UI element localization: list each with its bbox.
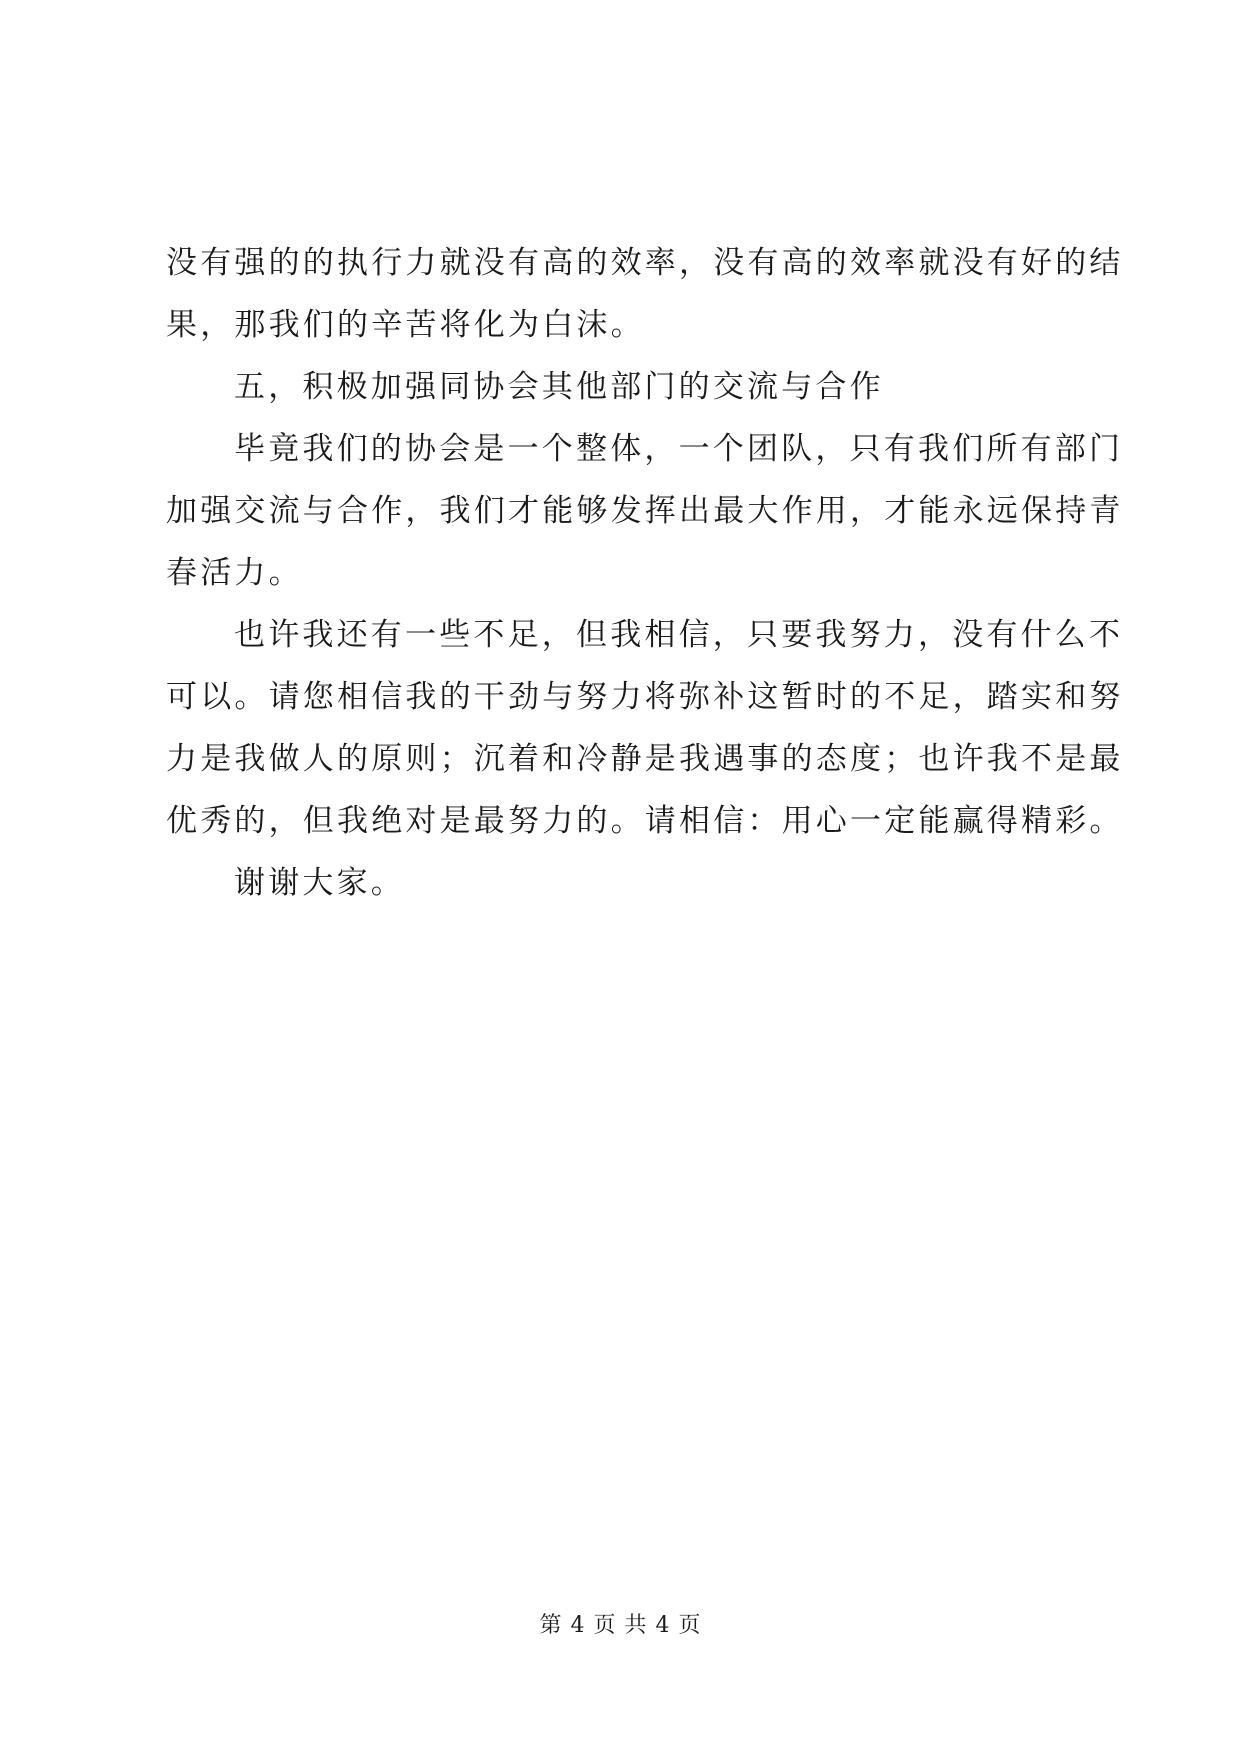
text-line: 春活力。 — [166, 555, 303, 591]
text-line: 毕竟我们的协会是一个整体，一个团队，只有我们所有部门 — [234, 431, 1124, 467]
text-line: 也许我还有一些不足，但我相信，只要我努力，没有什么不 — [234, 617, 1124, 653]
section-heading: 五，积极加强同协会其他部门的交流与合作 — [234, 369, 884, 405]
text-line: 果，那我们的辛苦将化为白沫。 — [166, 307, 645, 343]
text-line: 可以。请您相信我的干劲与努力将弥补这暂时的不足，踏实和努 — [166, 679, 1124, 715]
page-number-footer: 第 4 页 共 4 页 — [539, 1613, 702, 1638]
text-line: 优秀的，但我绝对是最努力的。请相信：用心一定能赢得精彩。 — [166, 803, 1124, 839]
text-line: 加强交流与合作，我们才能够发挥出最大作用，才能永远保持青 — [166, 493, 1124, 529]
text-line: 力是我做人的原则；沉着和冷静是我遇事的态度；也许我不是最 — [166, 741, 1124, 777]
closing-line: 谢谢大家。 — [234, 865, 405, 901]
text-line: 没有强的的执行力就没有高的效率，没有高的效率就没有好的结 — [166, 245, 1124, 281]
document-body — [166, 232, 1124, 914]
